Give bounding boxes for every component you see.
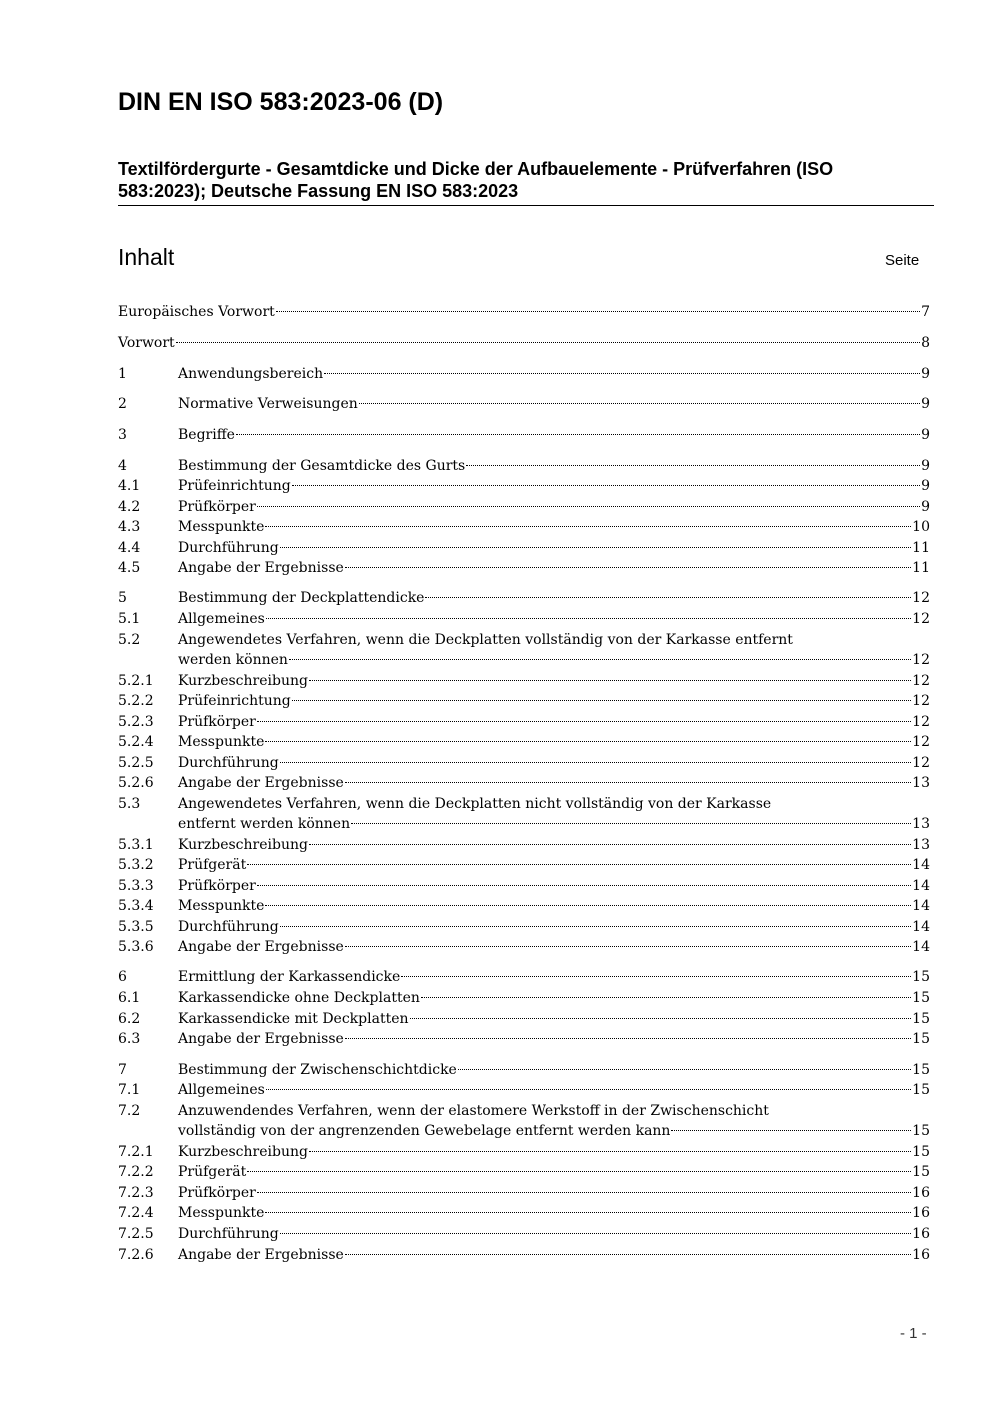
toc-entry-page: 15	[912, 1164, 930, 1180]
document-subtitle	[118, 158, 933, 202]
toc-dot-leader	[292, 485, 920, 486]
toc-entry-title: entfernt werden können	[178, 816, 351, 832]
toc-entry-number: 5.3.5	[118, 919, 154, 935]
toc-entry-title: Kurzbeschreibung	[178, 837, 308, 853]
toc-entry-number: 7.2.1	[118, 1144, 154, 1160]
toc-dot-leader	[309, 844, 911, 845]
toc-entry[interactable]	[118, 1080, 930, 1101]
toc-entry-number: 7.2.6	[118, 1247, 154, 1263]
toc-entry-number: 5.2.1	[118, 673, 154, 689]
toc-entry-number: 5.3.6	[118, 939, 154, 955]
toc-entry-number: 4.3	[118, 519, 141, 535]
toc-dot-leader	[176, 342, 920, 343]
toc-entry-title: Durchführung	[178, 755, 279, 771]
toc-dot-leader	[265, 526, 911, 527]
toc-entry-title: Bestimmung der Zwischenschichtdicke	[178, 1062, 457, 1078]
toc-entry-title: Ermittlung der Karkassendicke	[178, 969, 401, 985]
toc-entry[interactable]	[118, 1203, 930, 1224]
toc-entry-page: 14	[912, 898, 930, 914]
toc-entry-number: 5.3.4	[118, 898, 154, 914]
subtitle-line-1: Textilfördergurte - Gesamtdicke und Dicke der Aufbauelemente - Prüfverfahren (ISO	[118, 159, 834, 179]
toc-entry-number: 5.3.1	[118, 837, 154, 853]
toc-entry[interactable]	[118, 1142, 930, 1163]
toc-entry-title: Prüfkörper	[178, 714, 256, 730]
toc-entry-title: vollständig von der angrenzenden Gewebelage entfernt werden kann	[178, 1123, 671, 1139]
toc-entry-title: Durchführung	[178, 919, 279, 935]
toc-entry[interactable]	[118, 497, 930, 518]
toc-entry-number: 7.1	[118, 1082, 141, 1098]
toc-dot-leader	[257, 885, 911, 886]
toc-entry[interactable]	[118, 967, 930, 988]
toc-entry-title: Vorwort	[118, 335, 175, 351]
toc-entry-page: 12	[912, 611, 930, 627]
toc-entry[interactable]	[118, 1183, 930, 1204]
toc-dot-leader	[351, 823, 911, 824]
toc-dot-leader	[280, 926, 911, 927]
toc-entry-page: 16	[912, 1185, 930, 1201]
toc-entry-page: 12	[912, 673, 930, 689]
toc-entry-title: Angabe der Ergebnisse	[178, 939, 344, 955]
toc-dot-leader	[410, 1018, 912, 1019]
toc-entry[interactable]	[118, 1060, 930, 1081]
toc-entry[interactable]	[118, 691, 930, 712]
document-id-title: DIN EN ISO 583:2023-06 (D)	[118, 88, 444, 116]
toc-dot-leader	[345, 1038, 911, 1039]
toc-entry-page: 7	[921, 304, 930, 320]
toc-dot-leader	[280, 1233, 911, 1234]
toc-entry-title: Angabe der Ergebnisse	[178, 1031, 344, 1047]
toc-entry-number: 4.4	[118, 540, 141, 556]
toc-entry-page: 15	[912, 990, 930, 1006]
toc-entry-title-line1: Angewendetes Verfahren, wenn die Deckplatten vollständig von der Karkasse entfernt	[178, 632, 793, 648]
toc-entry-number: 3	[118, 427, 127, 443]
toc-dot-leader	[359, 403, 920, 404]
toc-dot-leader	[280, 547, 911, 548]
toc-entry-title: Messpunkte	[178, 519, 265, 535]
toc-entry-title: Kurzbeschreibung	[178, 673, 308, 689]
toc-entry-number: 5.2.3	[118, 714, 154, 730]
toc-dot-leader	[247, 864, 911, 865]
toc-entry-page: 12	[912, 755, 930, 771]
toc-entry-page: 16	[912, 1205, 930, 1221]
toc-page-column-label: Seite	[885, 252, 920, 269]
toc-entry-page: 12	[912, 693, 930, 709]
toc-entry-page: 12	[912, 714, 930, 730]
toc-entry[interactable]	[118, 456, 930, 477]
toc-entry-title: Durchführung	[178, 1226, 279, 1242]
toc-entry-title: Prüfeinrichtung	[178, 478, 291, 494]
toc-entry-number: 5.2.5	[118, 755, 154, 771]
toc-dot-leader	[466, 465, 920, 466]
toc-entry-page: 13	[912, 837, 930, 853]
toc-entry-number: 4.2	[118, 499, 141, 515]
toc-entry[interactable]	[118, 712, 930, 733]
toc-entry-title: Prüfeinrichtung	[178, 693, 291, 709]
toc-entry-page: 12	[912, 734, 930, 750]
toc-dot-leader	[247, 1171, 911, 1172]
toc-dot-leader	[257, 1192, 911, 1193]
toc-entry-title-line1: Angewendetes Verfahren, wenn die Deckplatten nicht vollständig von der Karkasse	[178, 796, 772, 812]
toc-entry-page: 11	[912, 540, 930, 556]
toc-entry-page: 9	[921, 478, 930, 494]
toc-entry-number: 4.1	[118, 478, 141, 494]
toc-entry-number: 7.2.3	[118, 1185, 154, 1201]
toc-entry[interactable]	[118, 671, 930, 692]
toc-entry-number: 5.3.3	[118, 878, 154, 894]
toc-dot-leader	[265, 741, 911, 742]
toc-entry-number: 6	[118, 969, 127, 985]
toc-entry-title: Prüfkörper	[178, 1185, 256, 1201]
toc-entry-number: 7.2.2	[118, 1164, 154, 1180]
toc-entry-title: werden können	[178, 652, 288, 668]
toc-dot-leader	[421, 997, 911, 998]
toc-dot-leader	[265, 1212, 911, 1213]
toc-entry-title: Messpunkte	[178, 898, 265, 914]
toc-entry-number: 5.1	[118, 611, 141, 627]
toc-entry-page: 12	[912, 590, 930, 606]
toc-entry[interactable]	[118, 917, 930, 938]
toc-entry[interactable]	[118, 753, 930, 774]
toc-entry-page: 9	[921, 427, 930, 443]
toc-entry[interactable]	[118, 364, 930, 385]
toc-entry[interactable]	[118, 538, 930, 559]
toc-entry-page: 15	[912, 1123, 930, 1139]
toc-dot-leader	[280, 762, 911, 763]
toc-entry-page: 9	[921, 458, 930, 474]
toc-entry[interactable]	[118, 855, 930, 876]
toc-entry-number: 5	[118, 590, 127, 606]
toc-entry-number: 5.2.2	[118, 693, 154, 709]
toc-entry-number: 4	[118, 458, 127, 474]
toc-entry-number: 7.2.5	[118, 1226, 154, 1242]
toc-entry-number: 5.2	[118, 632, 141, 648]
toc-dot-leader	[236, 434, 920, 435]
toc-dot-leader	[345, 567, 911, 568]
toc-entry[interactable]	[118, 937, 930, 958]
toc-dot-leader	[309, 680, 911, 681]
toc-entry[interactable]	[118, 1224, 930, 1245]
title-divider	[118, 205, 934, 206]
toc-entry-title: Allgemeines	[178, 611, 265, 627]
toc-entry[interactable]	[118, 588, 930, 609]
toc-dot-leader	[265, 905, 911, 906]
toc-entry-number: 2	[118, 396, 127, 412]
toc-entry-title-line1: Anzuwendendes Verfahren, wenn der elastomere Werkstoff in der Zwischenschicht	[178, 1103, 769, 1119]
toc-entry-number: 1	[118, 366, 127, 382]
toc-entry-number: 7.2.4	[118, 1205, 154, 1221]
toc-entry-number: 7.2	[118, 1103, 141, 1119]
toc-entry-page: 9	[921, 499, 930, 515]
toc-entry[interactable]	[118, 1245, 930, 1266]
page-number: - 1 -	[900, 1325, 927, 1342]
toc-entry-title: Angabe der Ergebnisse	[178, 775, 344, 791]
toc-entry-page: 15	[912, 1062, 930, 1078]
toc-dot-leader	[266, 1089, 911, 1090]
toc-entry-number: 4.5	[118, 560, 141, 576]
subtitle-line-2: 583:2023); Deutsche Fassung EN ISO 583:2023	[118, 181, 519, 201]
toc-entry-number: 6.1	[118, 990, 141, 1006]
toc-dot-leader	[324, 373, 920, 374]
toc-dot-leader	[401, 976, 911, 977]
toc-entry-title: Messpunkte	[178, 734, 265, 750]
toc-dot-leader	[425, 597, 911, 598]
toc-entry-page: 16	[912, 1247, 930, 1263]
toc-entry[interactable]	[118, 896, 930, 917]
toc-entry-title: Durchführung	[178, 540, 279, 556]
toc-entry[interactable]	[118, 876, 930, 897]
toc-entry-page: 11	[912, 560, 930, 576]
toc-entry-title: Bestimmung der Gesamtdicke des Gurts	[178, 458, 466, 474]
toc-entry-number: 5.2.6	[118, 775, 154, 791]
toc-entry-title: Normative Verweisungen	[178, 396, 358, 412]
toc-entry-title: Kurzbeschreibung	[178, 1144, 308, 1160]
toc-entry[interactable]	[118, 988, 930, 1009]
toc-entry-title: Karkassendicke ohne Deckplatten	[178, 990, 420, 1006]
toc-entry-title: Bestimmung der Deckplattendicke	[178, 590, 425, 606]
toc-entry[interactable]	[118, 1029, 930, 1050]
toc-dot-leader	[671, 1130, 911, 1131]
toc-entry[interactable]	[118, 796, 930, 835]
toc-entry[interactable]	[118, 732, 930, 753]
toc-entry-number: 7	[118, 1062, 127, 1078]
toc-dot-leader	[309, 1151, 911, 1152]
toc-entry-title: Angabe der Ergebnisse	[178, 560, 344, 576]
toc-entry-page: 15	[912, 1011, 930, 1027]
toc-entry-page: 13	[912, 775, 930, 791]
toc-entry[interactable]	[118, 609, 930, 630]
toc-entry-page: 14	[912, 939, 930, 955]
toc-dot-leader	[345, 782, 911, 783]
toc-dot-leader	[257, 721, 911, 722]
toc-entry-title: Allgemeines	[178, 1082, 265, 1098]
toc-dot-leader	[292, 700, 911, 701]
toc-entry-page: 14	[912, 857, 930, 873]
toc-entry-title: Karkassendicke mit Deckplatten	[178, 1011, 409, 1027]
toc-entry-number: 5.2.4	[118, 734, 154, 750]
toc-entry-page: 15	[912, 969, 930, 985]
toc-entry-title: Prüfgerät	[178, 857, 247, 873]
toc-entry-page: 9	[921, 366, 930, 382]
toc-entry[interactable]	[118, 1103, 930, 1142]
toc-entry-page: 14	[912, 919, 930, 935]
toc-entry-page: 15	[912, 1144, 930, 1160]
toc-dot-leader	[289, 659, 911, 660]
toc-entry[interactable]	[118, 1162, 930, 1183]
toc-dot-leader	[266, 618, 911, 619]
toc-entry-page: 10	[912, 519, 930, 535]
toc-entry[interactable]	[118, 558, 930, 579]
toc-entry-page: 13	[912, 816, 930, 832]
toc-entry[interactable]	[118, 476, 930, 497]
toc-entry[interactable]	[118, 773, 930, 794]
toc-entry-page: 14	[912, 878, 930, 894]
toc-entry[interactable]	[118, 835, 930, 856]
toc-entry-title: Prüfgerät	[178, 1164, 247, 1180]
toc-entry-title: Anwendungsbereich	[178, 366, 324, 382]
toc-entry-title: Europäisches Vorwort	[118, 304, 275, 320]
toc-entry-number: 5.3.2	[118, 857, 154, 873]
toc-entry[interactable]	[118, 1009, 930, 1030]
toc-dot-leader	[458, 1069, 911, 1070]
toc-entry[interactable]	[118, 394, 930, 415]
toc-dot-leader	[257, 506, 920, 507]
toc-entry-page: 16	[912, 1226, 930, 1242]
toc-dot-leader	[276, 311, 920, 312]
toc-entry[interactable]	[118, 632, 930, 671]
toc-entry-page: 15	[912, 1082, 930, 1098]
toc-entry[interactable]	[118, 333, 930, 354]
toc-entry-title: Angabe der Ergebnisse	[178, 1247, 344, 1263]
toc-dot-leader	[345, 946, 911, 947]
toc-entry-page: 15	[912, 1031, 930, 1047]
toc-entry-title: Prüfkörper	[178, 499, 256, 515]
toc-entry-number: 5.3	[118, 796, 141, 812]
toc-entry-title: Messpunkte	[178, 1205, 265, 1221]
toc-dot-leader	[345, 1254, 911, 1255]
toc-entry-page: 12	[912, 652, 930, 668]
toc-entry[interactable]	[118, 517, 930, 538]
toc-entry-page: 9	[921, 396, 930, 412]
toc-entry-title: Prüfkörper	[178, 878, 256, 894]
toc-entry[interactable]	[118, 425, 930, 446]
toc-heading: Inhalt	[118, 244, 175, 270]
toc-entry[interactable]	[118, 302, 930, 323]
toc-entry-title: Begriffe	[178, 427, 235, 443]
toc-entry-page: 8	[921, 335, 930, 351]
toc-entry-number: 6.3	[118, 1031, 141, 1047]
toc-entry-number: 6.2	[118, 1011, 141, 1027]
